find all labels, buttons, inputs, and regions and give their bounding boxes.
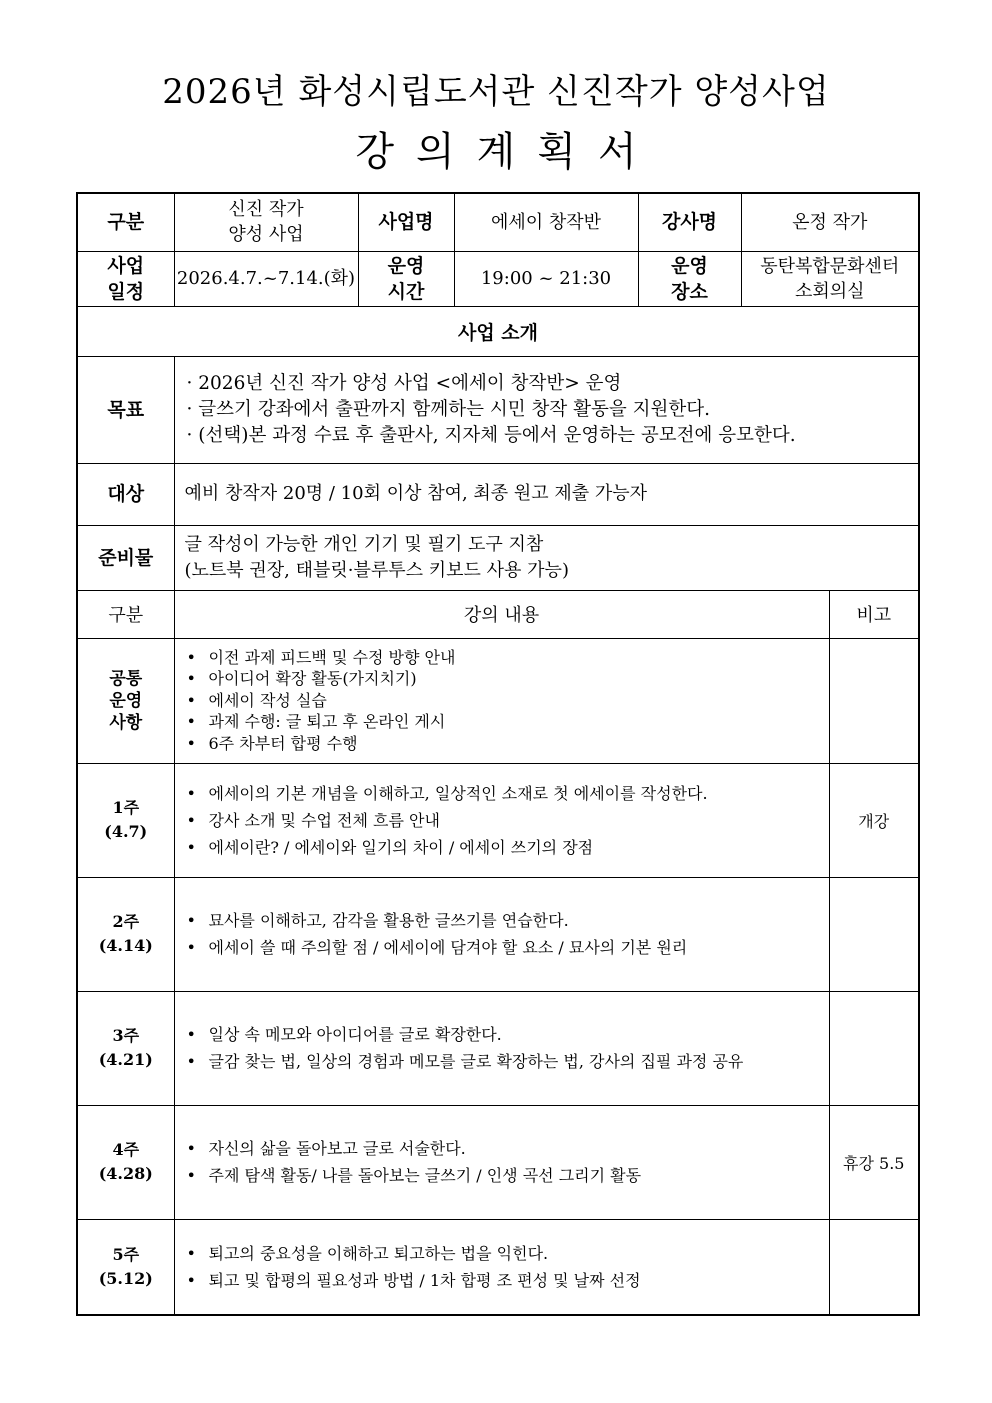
- lecture-plan-table: [76, 192, 920, 1316]
- place-label: [638, 251, 741, 306]
- list-item: • 묘사를 이해하고, 감각을 활용한 글쓰기를 연습한다.: [185, 907, 829, 934]
- lecture-header-note: 비고: [829, 590, 919, 638]
- week-number: 4주: [112, 1140, 140, 1159]
- list-item: • 주제 탐색 활동/ 나를 돌아보는 글쓰기 / 인생 곡선 그리기 활동: [185, 1162, 829, 1189]
- lecture-header-content: 강의 내용: [174, 590, 829, 638]
- common-note: [829, 638, 919, 763]
- schedule-label-line2: 일정: [107, 280, 145, 303]
- week-row: [77, 763, 919, 877]
- list-item: • 글감 찾는 법, 일상의 경험과 메모를 글로 확장하는 법, 강사의 집필 과정 공유: [185, 1048, 829, 1075]
- week-date: (4.28): [98, 1164, 153, 1183]
- place-value-line2: 소회의실: [794, 280, 865, 302]
- week-list: [175, 1240, 829, 1294]
- time-value: 19:00 ~ 21:30: [454, 251, 638, 306]
- week-row: [77, 991, 919, 1105]
- week-row: [77, 877, 919, 991]
- project-name-value: 에세이 창작반: [454, 193, 638, 251]
- category-value-line2: 양성 사업: [228, 224, 304, 246]
- week-label: [77, 991, 174, 1105]
- week-number: 1주: [112, 798, 140, 817]
- time-label-line2: 시간: [387, 280, 425, 303]
- time-label-line1: 운영: [387, 254, 425, 277]
- common-label: [77, 638, 174, 763]
- list-item: • 자신의 삶을 돌아보고 글로 서술한다.: [185, 1135, 829, 1162]
- list-item: • 에세이의 기본 개념을 이해하고, 일상적인 소재로 첫 에세이를 작성한다.: [185, 780, 829, 807]
- intro-heading: 사업 소개: [77, 306, 919, 356]
- common-label-line: 운영: [109, 690, 143, 711]
- list-item: • 아이디어 확장 활동(가지치기): [185, 668, 829, 690]
- list-item: • 퇴고의 중요성을 이해하고 퇴고하는 법을 익힌다.: [185, 1240, 829, 1267]
- materials-label: 준비물: [77, 525, 174, 590]
- materials-row: [77, 525, 919, 590]
- info-row-1: [77, 193, 919, 251]
- common-label-line: 사항: [109, 712, 143, 733]
- list-item: • 에세이 작성 실습: [185, 690, 829, 712]
- list-item: • 과제 수행: 글 퇴고 후 온라인 게시: [185, 711, 829, 733]
- goal-item: · 글쓰기 강좌에서 출판까지 함께하는 시민 창작 활동을 지원한다.: [186, 398, 710, 420]
- lecture-header-row: [77, 590, 919, 638]
- materials-line1: 글 작성이 가능한 개인 기기 및 필기 도구 지참: [184, 533, 544, 555]
- common-content: [174, 638, 829, 763]
- place-label-line1: 운영: [671, 254, 708, 277]
- week-label: [77, 1105, 174, 1219]
- info-row-2: [77, 251, 919, 306]
- week-label: [77, 763, 174, 877]
- week-date: (4.14): [98, 936, 153, 955]
- list-item: • 에세이 쓸 때 주의할 점 / 에세이에 담겨야 할 요소 / 묘사의 기본 원리: [185, 934, 829, 961]
- instructor-label: 강사명: [638, 193, 741, 251]
- place-value-line1: 동탄복합문화센터: [760, 255, 900, 277]
- schedule-value: 2026.4.7.~7.14.(화): [174, 251, 358, 306]
- week-number: 2주: [112, 912, 140, 931]
- week-content: [174, 1219, 829, 1315]
- target-value: 예비 창작자 20명 / 10회 이상 참여, 최종 원고 제출 가능자: [174, 463, 919, 525]
- list-item: • 이전 과제 피드백 및 수정 방향 안내: [185, 647, 829, 669]
- time-label: [358, 251, 454, 306]
- common-label-line: 공통: [109, 668, 143, 689]
- week-date: (4.21): [98, 1050, 153, 1069]
- category-value-line1: 신진 작가: [228, 199, 304, 221]
- goal-list: [174, 356, 919, 463]
- list-item: • 에세이란? / 에세이와 일기의 차이 / 에세이 쓰기의 장점: [185, 834, 829, 861]
- week-content: [174, 991, 829, 1105]
- week-row: [77, 1219, 919, 1315]
- week-list: [175, 1135, 829, 1189]
- week-number: 3주: [112, 1026, 140, 1045]
- week-content: [174, 1105, 829, 1219]
- category-label: 구분: [77, 193, 174, 251]
- week-content: [174, 763, 829, 877]
- list-item: • 퇴고 및 합평의 필요성과 방법 / 1차 합평 조 편성 및 날짜 선정: [185, 1267, 829, 1294]
- week-date: (4.7): [104, 822, 148, 841]
- category-value: [174, 193, 358, 251]
- list-item: • 6주 차부터 합평 수행: [185, 733, 829, 755]
- schedule-label: [77, 251, 174, 306]
- target-row: [77, 463, 919, 525]
- week-label: [77, 1219, 174, 1315]
- intro-heading-row: [77, 306, 919, 356]
- schedule-label-line1: 사업: [107, 254, 145, 277]
- document-title: 2026년 화성시립도서관 신진작가 양성사업: [162, 72, 830, 112]
- list-item: • 일상 속 메모와 아이디어를 글로 확장한다.: [185, 1021, 829, 1048]
- list-item: • 강사 소개 및 수업 전체 흐름 안내: [185, 807, 829, 834]
- instructor-value: 온정 작가: [741, 193, 919, 251]
- goal-item: · (선택)본 과정 수료 후 출판사, 지자체 등에서 운영하는 공모전에 응모한다.: [186, 424, 796, 446]
- common-row: [77, 638, 919, 763]
- goal-item: · 2026년 신진 작가 양성 사업 <에세이 창작반> 운영: [186, 372, 622, 394]
- week-content: [174, 877, 829, 991]
- document-subtitle: 강의계획서: [355, 129, 659, 175]
- common-list: [175, 647, 829, 755]
- week-note: 개강: [829, 763, 919, 877]
- week-note: 휴강 5.5: [829, 1105, 919, 1219]
- week-list: [175, 1021, 829, 1075]
- goal-label: 목표: [77, 356, 174, 463]
- week-date: (5.12): [98, 1268, 153, 1288]
- place-value: [741, 251, 919, 306]
- week-label: [77, 877, 174, 991]
- week-list: [175, 907, 829, 961]
- week-note: [829, 1219, 919, 1315]
- week-note: [829, 877, 919, 991]
- target-label: 대상: [77, 463, 174, 525]
- week-number: 5주: [112, 1244, 140, 1264]
- week-row: [77, 1105, 919, 1219]
- project-name-label: 사업명: [358, 193, 454, 251]
- materials-value: [174, 525, 919, 590]
- week-note: [829, 991, 919, 1105]
- materials-line2: (노트북 권장, 태블릿·블루투스 키보드 사용 가능): [184, 559, 569, 581]
- goal-row: [77, 356, 919, 463]
- place-label-line2: 장소: [671, 280, 708, 303]
- week-list: [175, 780, 829, 861]
- lecture-header-category: 구분: [77, 590, 174, 638]
